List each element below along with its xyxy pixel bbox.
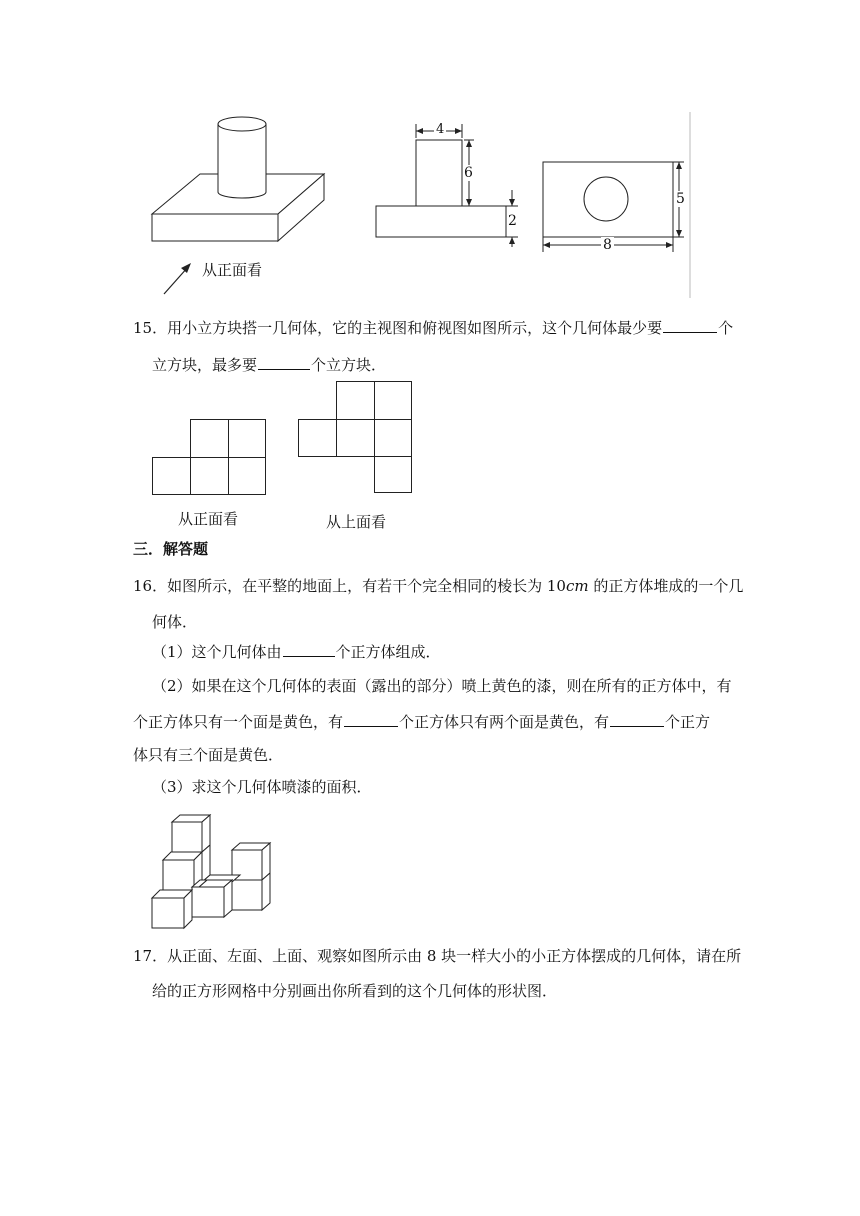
q15-text2b: 个立方块． (311, 356, 387, 374)
q15-top-caption: 从上面看 (326, 513, 387, 531)
q16-blank-three-faces[interactable] (610, 710, 664, 727)
q15-line2 (152, 353, 386, 375)
section3-title: 三．解答题 (133, 540, 209, 558)
q15-text1-end: 个 (718, 319, 734, 337)
q16-part2-line2 (133, 710, 710, 732)
q16-part1-blank[interactable] (283, 640, 335, 657)
q16-number: 16． (133, 577, 168, 595)
q16-text1a: 如图所示，在平整的地面上，有若干个完全相同的棱长为 10 (167, 577, 566, 595)
q16-part1-text-b: 个正方体组成． (335, 643, 441, 661)
top-view-figure (538, 112, 698, 302)
q15-front-caption: 从正面看 (178, 510, 239, 528)
q15-line1 (133, 316, 733, 338)
q17-line1 (133, 946, 741, 966)
q17-number: 17． (133, 947, 168, 965)
q16-part3: （3）求这个几何体喷漆的面积． (152, 778, 372, 796)
dim-depth-label: 5 (676, 191, 685, 207)
q16-text1b: 的正方体堆成的一个几 (588, 577, 744, 595)
dim-length-label: 8 (603, 237, 612, 253)
q16-part2-line3: 体只有三个面是黄色． (133, 746, 284, 764)
q16-part2-text-c: 个正方 (665, 713, 711, 731)
q17-line2: 给的正方形网格中分别画出你所看到的这个几何体的形状图． (152, 982, 558, 1000)
q17-text1: 从正面、左面、上面、观察如图所示由 8 块一样大小的小正方体摆成的几何体，请在所 (167, 947, 742, 965)
q16-line2: 何体． (152, 613, 198, 631)
cube-stack-figure (148, 812, 278, 932)
q16-part1-text-a: （1）这个几何体由 (152, 643, 282, 661)
q15-front-view-grid (152, 419, 266, 495)
q16-unit: cm (565, 577, 589, 595)
q15-blank-min[interactable] (663, 316, 717, 333)
q16-part2-line1: （2）如果在这个几何体的表面（露出的部分）喷上黄色的漆，则在所有的正方体中，有 (152, 677, 732, 695)
q16-part1 (152, 640, 441, 662)
q15-top-view-grid (298, 381, 412, 493)
q15-text1: 用小立方块搭一几何体，它的主视图和俯视图如图所示，这个几何体最少要 (167, 319, 663, 337)
dim-height-label: 6 (464, 165, 473, 181)
dim-width-label: 4 (436, 122, 445, 137)
front-view-figure (370, 114, 530, 249)
dim-base-label: 2 (508, 213, 517, 229)
figure14-front-caption: 从正面看 (202, 261, 263, 279)
q16-part2-text-a: 个正方体只有一个面是黄色，有 (133, 713, 344, 731)
q16-line1 (133, 576, 743, 596)
q16-blank-two-faces[interactable] (344, 710, 398, 727)
q15-blank-max[interactable] (258, 353, 310, 370)
q16-part2-text-b: 个正方体只有两个面是黄色，有 (399, 713, 610, 731)
q15-number: 15． (133, 319, 168, 337)
q15-text2a: 立方块，最多要 (152, 356, 258, 374)
